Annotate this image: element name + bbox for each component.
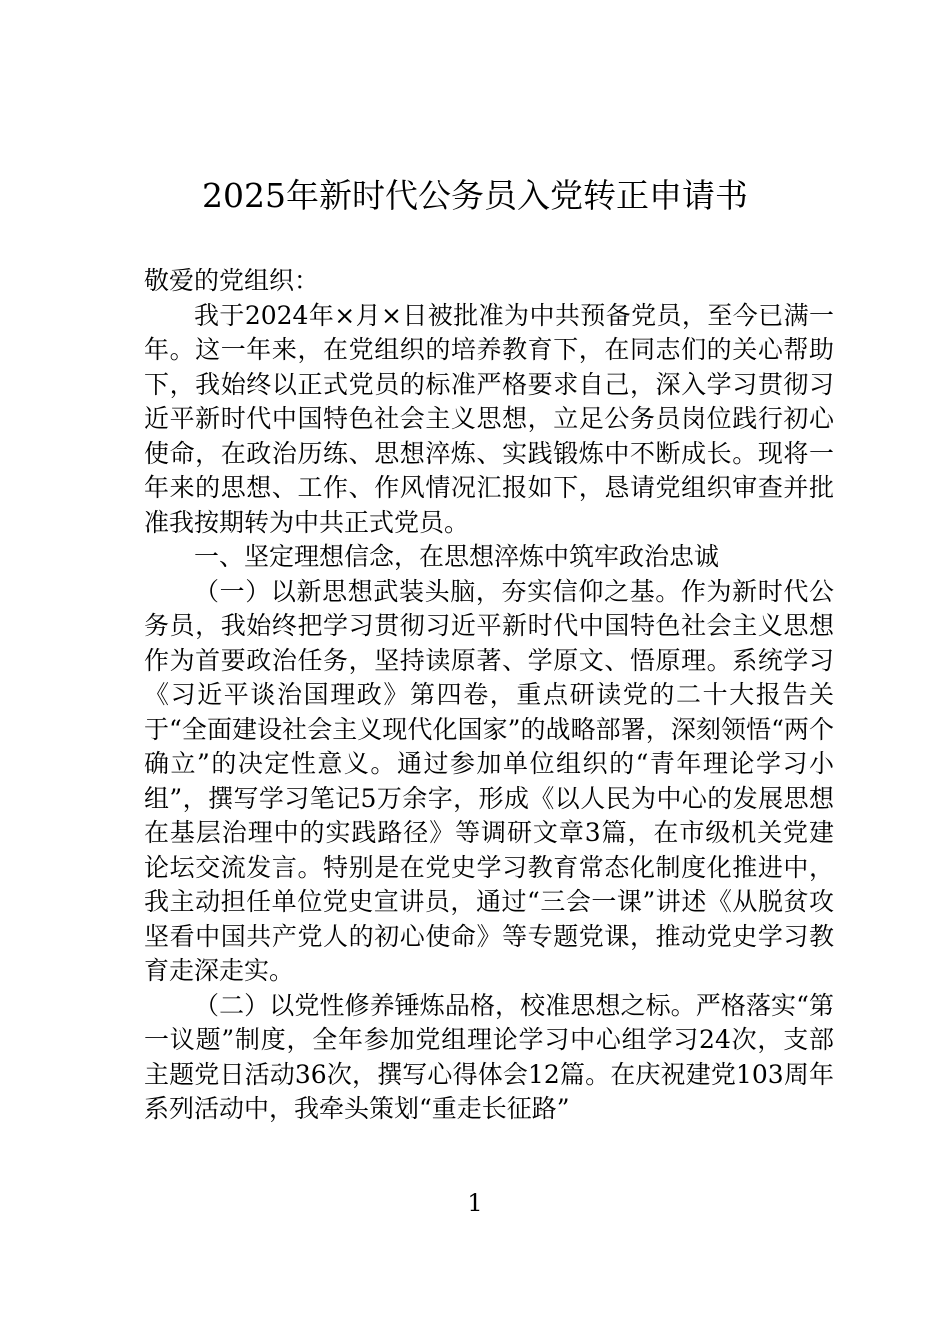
page-number: 1: [467, 1189, 483, 1217]
document-body: [144, 264, 834, 1127]
paragraph-section-1-2: （二）以党性修养锤炼品格，校准思想之标。严格落实“第一议题”制度，全年参加党组理论学习中心组学习24次，支部主题党日活动36次，撰写心得体会12篇。在庆祝建党103周年系列活动中，我牵头策划“重走长征路”: [144, 990, 834, 1123]
paragraph-intro: 我于2024年×月×日被批准为中共预备党员，至今已满一年。这一年来，在党组织的培养教育下，在同志们的关心帮助下，我始终以正式党员的标准严格要求自己，深入学习贯彻习近平新时代中国特色社会主义思想，立足公务员岗位践行初心使命，在政治历练、思想淬炼、实践锻炼中不断成长。现将一年来的思想、工作、作风情况汇报如下，恳请党组织审查并批准我按期转为中共正式党员。: [144, 300, 834, 537]
section-heading-1: 一、坚定理想信念，在思想淬炼中筑牢政治忠诚: [194, 542, 720, 571]
salutation: 敬爱的党组织：: [144, 266, 320, 295]
document-title: 2025年新时代公务员入党转正申请书: [202, 176, 748, 215]
paragraph-section-1-1: （一）以新思想武装头脑，夯实信仰之基。作为新时代公务员，我始终把学习贯彻习近平新时代中国特色社会主义思想作为首要政治任务，坚持读原著、学原文、悟原理。系统学习《习近平谈治国理政》第四卷，重点研读党的二十大报告关于“全面建设社会主义现代化国家”的战略部署，深刻领悟“两个确立”的决定性意义。通过参加单位组织的“青年理论学习小组”，撰写学习笔记5万余字，形成《以人民为中心的发展思想在基层治理中的实践路径》等调研文章3篇，在市级机关党建论坛交流发言。特别是在党史学习教育常态化制度化推进中，我主动担任单位党史宣讲员，通过“三会一课”讲述《从脱贫攻坚看中国共产党人的初心使命》等专题党课，推动党史学习教育走深走实。: [144, 576, 834, 985]
